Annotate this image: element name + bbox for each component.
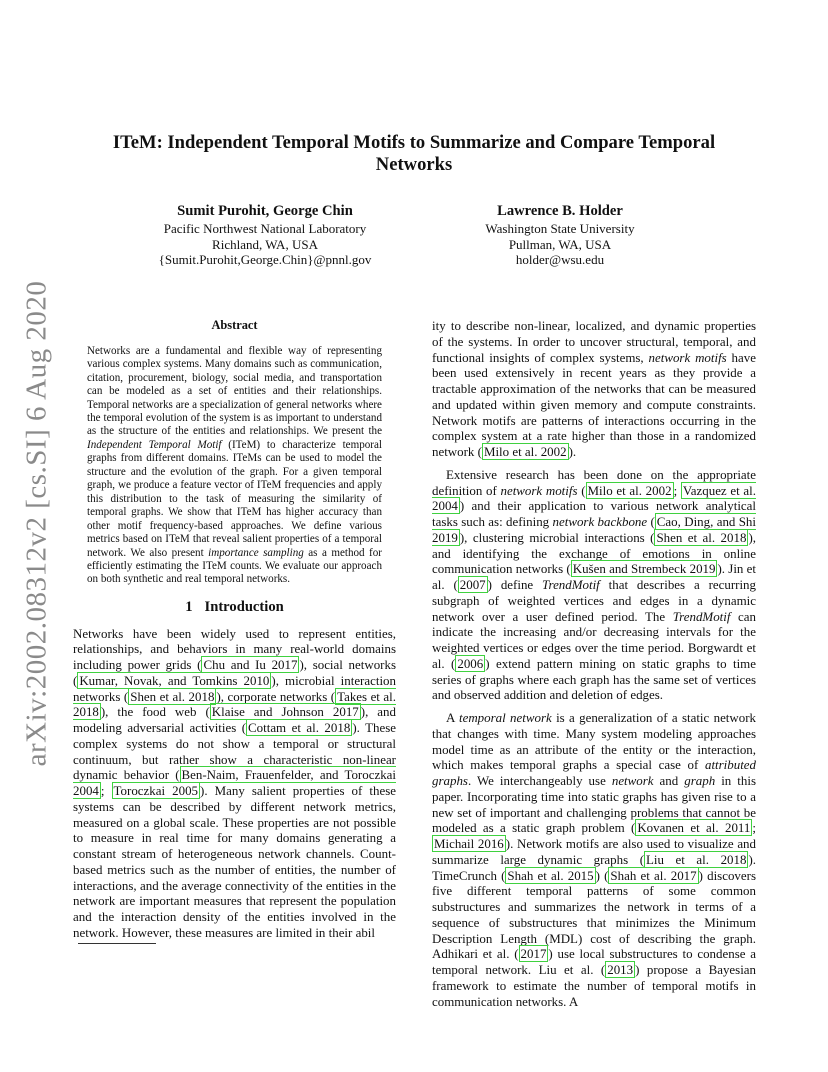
citation-link[interactable]: Michail 2016	[434, 836, 504, 851]
intro-paragraph: Networks have been widely used to represent entities, relationships, and behaviors in many real-world domains including power grids ( Chu and Iu 2017 ), social networks ( Kumar, Novak, and Tomkins 2010 ), microbial interaction networks ( Shen et al. 2018 ), corporate networks ( Takes et al. 2018 ), the food web ( Klaise and Johnson 2017 ), and modeling adversarial activities ( Cottam et al. 2018 ). These complex systems do not show a temporal or structural continuum, but rather show a characteristic non-linear dynamic behavior ( Ben-Naim, Frauenfelder, and Toroczkai 2004 ; Toroczkai 2005 ). Many salient properties of these systems can be described by different network metrics, measured on a global scale. These properties are not possible to measure in real time for many domains generating a constant stream of heterogeneous network channels. Count-based metrics such as the number of entities, the number of interactions, and the average connectivity of the entities in the network are important measures that represent the population and the interaction density of the entities involved in the network. However, these measures are limited in their abil	[73, 625, 396, 940]
citation-link[interactable]: 2006	[457, 655, 484, 671]
arxiv-identifier-text: arXiv:2002.08312v2 [cs.SI] 6 Aug 2020	[20, 280, 53, 766]
citation-link[interactable]: Kovanen et al. 2011	[637, 820, 751, 836]
citation-link[interactable]: Kumar, Novak, and Tomkins 2010	[79, 672, 270, 688]
right-column	[432, 318, 756, 1009]
citation-link[interactable]: Milo et al. 2002	[483, 444, 567, 459]
citation-link[interactable]: 2017	[520, 946, 547, 962]
citation-link[interactable]: Shah et al. 2017	[610, 867, 697, 883]
author-email: {Sumit.Purohit,George.Chin}@pnnl.gov	[158, 252, 372, 267]
author-block-1	[140, 202, 390, 268]
citation-link[interactable]: Toroczkai 2005	[113, 783, 199, 799]
paper-title: ITeM: Independent Temporal Motifs to Summarize and Compare Temporal Networks	[112, 132, 716, 175]
citation-link[interactable]: Cottam et al. 2018	[248, 720, 351, 736]
footnote-rule	[78, 943, 156, 944]
citation-link[interactable]: Kušen and Strembeck 2019	[572, 561, 716, 577]
citation-link[interactable]: Ben-Naim, Frauenfelder, and Toroczkai 2004	[73, 767, 396, 799]
author-name: Sumit Purohit, George Chin	[177, 203, 353, 219]
author-location: Richland, WA, USA	[212, 236, 318, 252]
citation-link[interactable]: Takes et al. 2018	[73, 688, 396, 720]
author-email: holder@wsu.edu	[515, 252, 605, 267]
body-paragraph: ity to describe non-linear, localized, and dynamic properties of the systems. In order to uncover structural, temporal, and functional insights of complex systems, network motifs have been used extensively in recent years as they provide a tractable approximation of the networks that can be measured and updated within given memory and compute constraints. Network motifs are patterns of interactions occurring in the complex system at a rate higher than those in a randomized network ( Milo et al. 2002 ).	[432, 318, 756, 459]
author-name: Lawrence B. Holder	[497, 203, 623, 219]
body-paragraph: Extensive research has been done on the appropriate definition of network motifs ( Milo et al. 2002 ; Vazquez et al. 2004 ) and their application to various network analytical tasks such as: defining network backbone ( Cao, Ding, and Shi 2019 ), clustering microbial interactions ( Shen et al. 2018 ), and identifying the exchange of emotions in online communication networks ( Kušen and Strembeck 2019 ). Jin et al. ( 2007 ) define TrendMotif that describes a recurring subgraph of weighted vertices and edges in a dynamic network over a user defined period. The TrendMotif can indicate the increasing and/or decreasing intervals for the weighted vertices or edges over the time period. Borgwardt et al. ( 2006 ) extend pattern mining on static graphs to time series of graphs where each graph has the same set of vertices and observed addition and deletion of edges.	[432, 466, 756, 703]
left-column	[73, 318, 396, 941]
citation-link[interactable]: Klaise and Johnson 2017	[211, 704, 359, 720]
citation-link[interactable]: Shen et al. 2018	[130, 688, 215, 704]
author-location: Pullman, WA, USA	[508, 236, 612, 252]
citation-link[interactable]: Shen et al. 2018	[656, 529, 747, 545]
abstract-heading: Abstract	[211, 318, 258, 332]
citation-link[interactable]: Milo et al. 2002	[587, 482, 672, 498]
citation-link[interactable]: Chu and Iu 2017	[203, 657, 298, 673]
citation-link[interactable]: 2013	[607, 962, 634, 977]
citation-link[interactable]: Vazquez et al. 2004	[432, 482, 756, 514]
author-block-2	[446, 202, 674, 268]
arxiv-identifier	[20, 280, 54, 766]
citation-link[interactable]: Cao, Ding, and Shi 2019	[432, 514, 756, 545]
body-paragraph: A temporal network is a generalization of a static network that changes with time. Many system modeling approaches model time as an attribute of the entity or the interaction, which makes temporal graphs a special case of attributed graphs. We interchangeably use network and graph in this paper. Incorporating time into static graphs has given rise to a new set of important and challenging problems that cannot be modeled as a static graph problem ( Kovanen et al. 2011 ; Michail 2016 ). Network motifs are also used to visualize and summarize large dynamic graphs ( Liu et al. 2018 ). TimeCrunch ( Shah et al. 2015 ) ( Shah et al. 2017 ) discovers five different temporal patterns of some common substructures and summarizes the network in terms of a sequence of substructures that minimizes the Minimum Description Length (MDL) cost of describing the graph. Adhikari et al. ( 2017 ) use local substructures to condense a temporal network. Liu et al. ( 2013 ) propose a Bayesian framework to estimate the number of temporal motifs in communication networks. A	[432, 710, 757, 1009]
author-affiliation: Washington State University	[485, 221, 635, 236]
citation-link[interactable]: Liu et al. 2018	[646, 851, 747, 867]
citation-link[interactable]: 2007	[459, 577, 486, 592]
citation-link[interactable]: Shah et al. 2015	[507, 867, 594, 883]
author-affiliation: Pacific Northwest National Laboratory	[163, 221, 367, 236]
abstract-text: Networks are a fundamental and flexible way of representing various complex systems. Many domains such as communication, citation, procurement, biology, social media, and transportation can be modeled as a set of entities and their relationships. Temporal networks are a specialization of general networks where the temporal evolution of the system is as important to understand as the structure of the entities and relationships. We present the Independent Temporal Motif (ITeM) to characterize temporal graphs from different domains. ITeMs can be used to model the structure and the evolution of the graph. For a given temporal graph, we produce a feature vector of ITeM frequencies and apply this distribution to the task of measuring the similarity of temporal graphs. We show that ITeM has higher accuracy than other motif frequency-based approaches. We define various metrics based on ITeM that reveal salient properties of a temporal network. We also present importance sampling as a method for efficiently estimating the ITeM counts. We evaluate our approach on both synthetic and real temporal networks.	[87, 344, 382, 586]
section-heading-introduction: 1 Introduction	[185, 598, 284, 615]
